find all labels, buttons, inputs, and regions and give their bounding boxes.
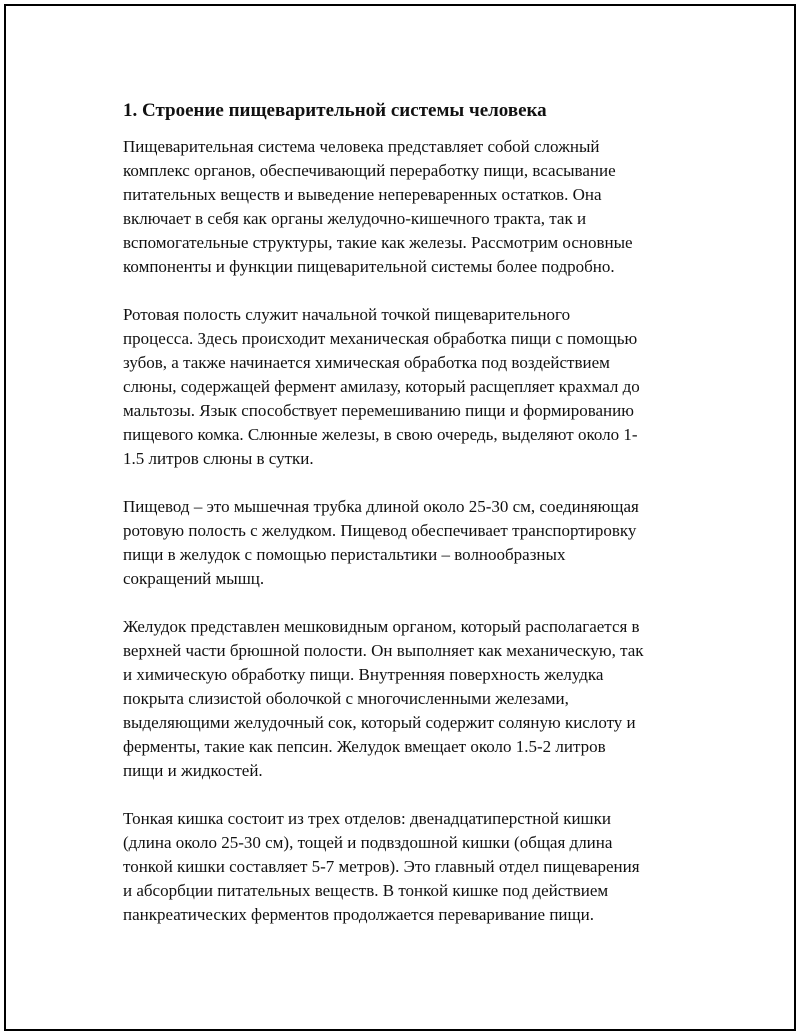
paragraph-stomach bbox=[123, 615, 703, 783]
paragraph-oral-cavity bbox=[123, 303, 703, 471]
text-line: пищи и жидкостей. bbox=[123, 761, 263, 780]
text-line: зубов, а также начинается химическая обработка под воздействием bbox=[123, 353, 610, 372]
page-frame bbox=[4, 4, 796, 1031]
text-line: компоненты и функции пищеварительной системы более подробно. bbox=[123, 257, 615, 276]
text-line: верхней части брюшной полости. Он выполняет как механическую, так bbox=[123, 641, 644, 660]
text-line: пищи в желудок с помощью перистальтики – волнообразных bbox=[123, 545, 566, 564]
text-line: сокращений мышц. bbox=[123, 569, 265, 588]
text-line: Тонкая кишка состоит из трех отделов: двенадцатиперстной кишки bbox=[123, 809, 612, 828]
text-line: тонкой кишки составляет 5-7 метров). Это главный отдел пищеварения bbox=[123, 857, 640, 876]
paragraph-intro bbox=[123, 135, 703, 279]
text-line: слюны, содержащей фермент амилазу, который расщепляет крахмал до bbox=[123, 377, 640, 396]
text-line: и химическую обработку пищи. Внутренняя поверхность желудка bbox=[123, 665, 604, 684]
text-line: ротовую полость с желудком. Пищевод обеспечивает транспортировку bbox=[123, 521, 637, 540]
text-line: Ротовая полость служит начальной точкой пищеварительного bbox=[123, 305, 571, 324]
document-body bbox=[123, 99, 703, 951]
text-line: 1.5 литров слюны в сутки. bbox=[123, 449, 314, 468]
text-line: Пищеварительная система человека представляет собой сложный bbox=[123, 137, 600, 156]
paragraph-small-intestine bbox=[123, 807, 703, 927]
text-line: Желудок представлен мешковидным органом, который располагается в bbox=[123, 617, 640, 636]
text-line: ферменты, такие как пепсин. Желудок вмещает около 1.5-2 литров bbox=[123, 737, 606, 756]
text-line: процесса. Здесь происходит механическая обработка пищи с помощью bbox=[123, 329, 638, 348]
text-line: выделяющими желудочный сок, который содержит соляную кислоту и bbox=[123, 713, 636, 732]
text-line: (длина около 25-30 см), тощей и подвздошной кишки (общая длина bbox=[123, 833, 613, 852]
text-line: вспомогательные структуры, такие как железы. Рассмотрим основные bbox=[123, 233, 633, 252]
text-line: Пищевод – это мышечная трубка длиной около 25-30 см, соединяющая bbox=[123, 497, 639, 516]
text-line: пищевого комка. Слюнные железы, в свою очередь, выделяют около 1- bbox=[123, 425, 638, 444]
text-line: и абсорбции питательных веществ. В тонкой кишке под действием bbox=[123, 881, 609, 900]
text-line: панкреатических ферментов продолжается переваривание пищи. bbox=[123, 905, 594, 924]
text-line: комплекс органов, обеспечивающий переработку пищи, всасывание bbox=[123, 161, 616, 180]
text-line: мальтозы. Язык способствует перемешиванию пищи и формированию bbox=[123, 401, 634, 420]
paragraph-esophagus bbox=[123, 495, 703, 591]
text-line: включает в себя как органы желудочно-кишечного тракта, так и bbox=[123, 209, 587, 228]
text-line: покрыта слизистой оболочкой с многочисленными железами, bbox=[123, 689, 569, 708]
text-line: питательных веществ и выведение непереваренных остатков. Она bbox=[123, 185, 602, 204]
section-heading: 1. Строение пищеварительной системы человека bbox=[123, 100, 547, 121]
